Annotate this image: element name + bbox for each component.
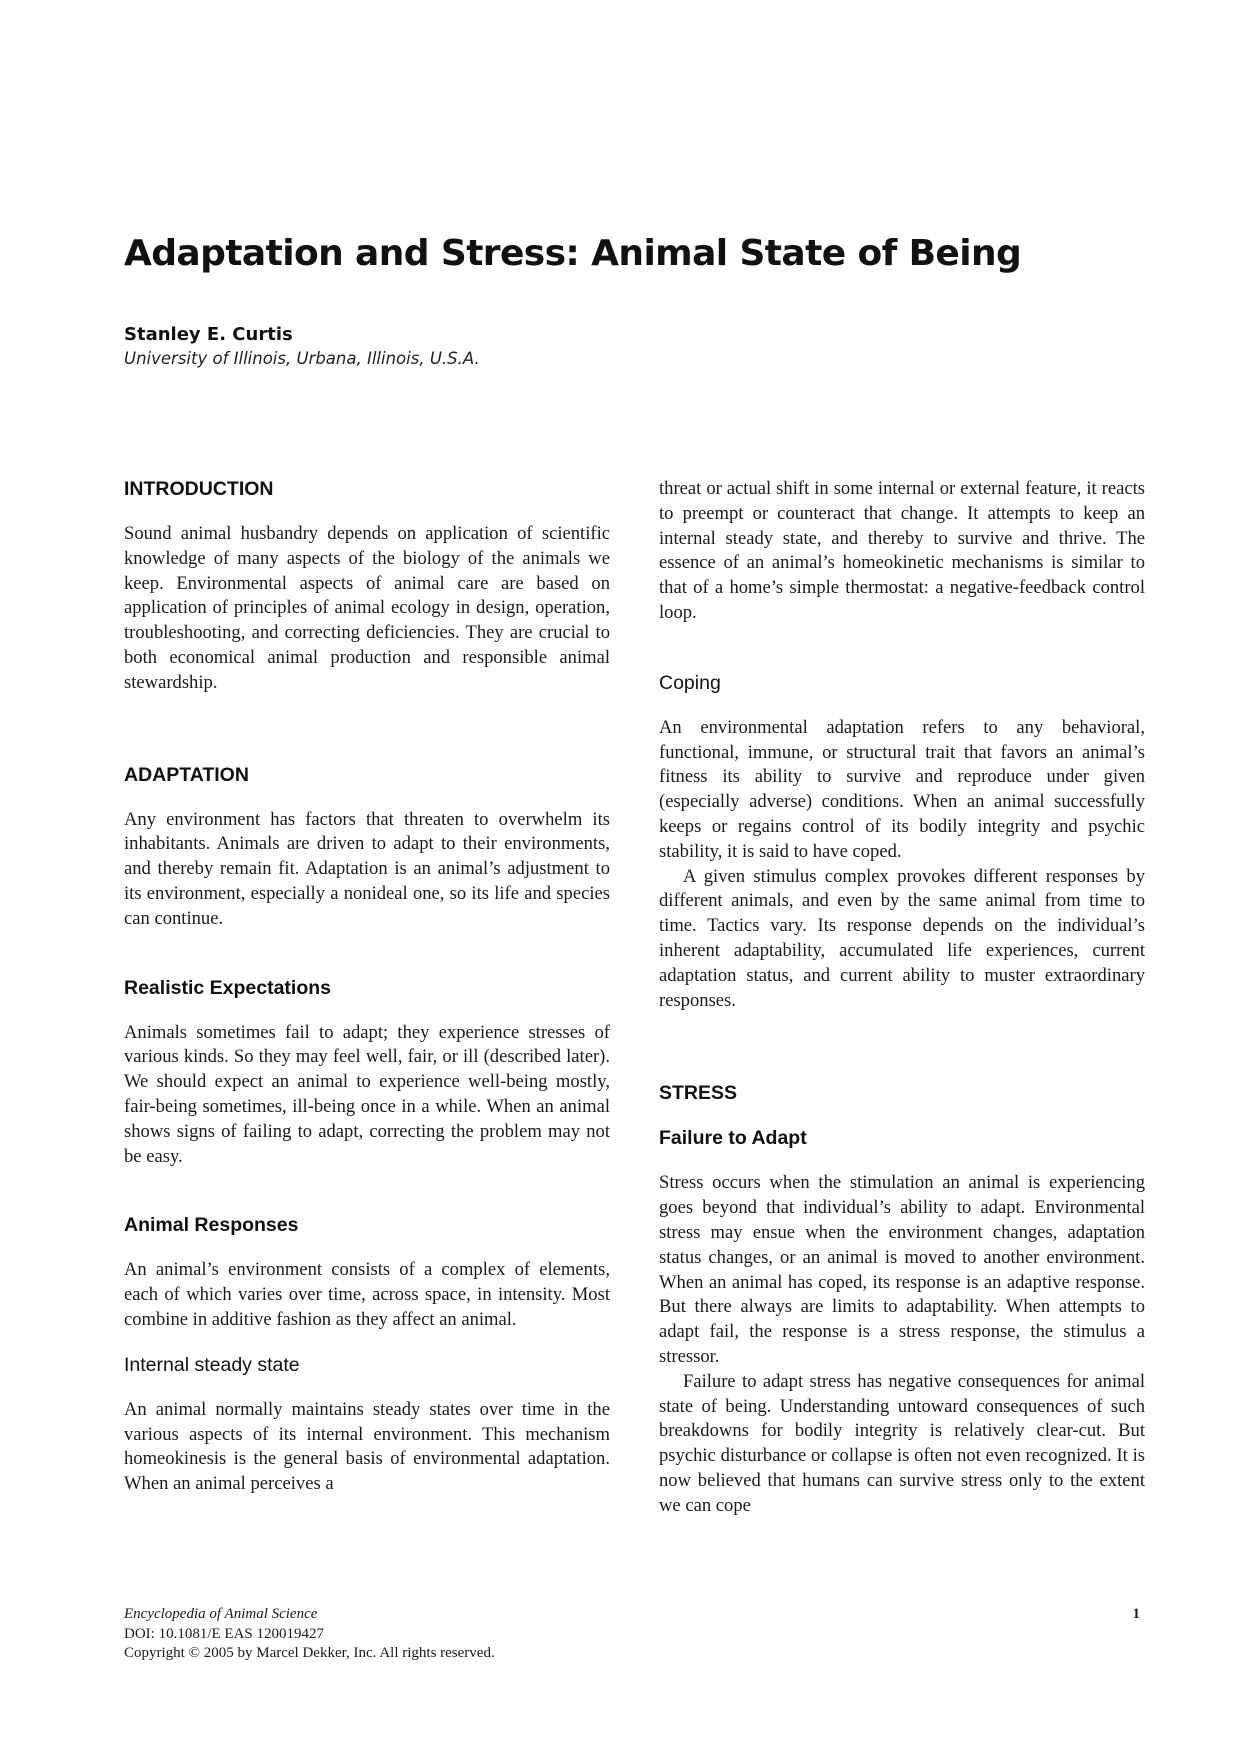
coping-paragraph-1: An environmental adaptation refers to any behavioral, functional, immune, or structural trait that favors an animal’s fitness its ability to survive and reproduce under given (especially adverse) conditions. When an animal successfully keeps or regains control of its bodily integrity and psychic stability, it is said to have coped. xyxy=(659,716,1145,862)
failure-to-adapt-paragraph-1: Stress occurs when the stimulation an animal is experiencing goes beyond that individual’s ability to adapt. Environmental stress may ensue when the environment changes, adaptation status changes, or an animal is moved to another environment. When an animal has coped, its response is an adaptive response. But there always are limits to adaptability. When attempts to adapt fail, the response is a stress response, the stimulus a stressor. xyxy=(659,1172,1145,1367)
failure-to-adapt-paragraph-2: Failure to adapt stress has negative consequences for animal state of being. Understanding untoward consequences of such breakdowns for bodily integrity is relatively clear-cut. But psychic disturbance or collapse is often not even recognized. It is now believed that humans can survive stress only to the extent we can cope xyxy=(659,1370,1145,1516)
adaptation-paragraph: Any environment has factors that threaten to overwhelm its inhabitants. Animals are driven to adapt to their environments, and thereby remain fit. Adaptation is an animal’s adjustment to its environment, especially a nonideal one, so its life and species can continue. xyxy=(124,808,610,929)
coping-paragraph-2: A given stimulus complex provokes different responses by different animals, and even by the same animal from time to time. Tactics vary. Its response depends on the individual’s inherent adaptability, accumulated life experiences, current adaptation status, and current ability to muster extraordinary responses. xyxy=(659,865,1145,1011)
article-title: Adaptation and Stress: Animal State of Being xyxy=(124,233,1022,274)
realistic-expectations-paragraph: Animals sometimes fail to adapt; they experience stresses of various kinds. So they may feel well, fair, or ill (described later). We should expect an animal to experience well-being mostly, fair-being sometimes, ill-being once in a while. When an animal shows signs of failing to adapt, correcting the problem may not be easy. xyxy=(124,1021,610,1167)
subsection-heading-animal-responses: Animal Responses xyxy=(124,1214,299,1237)
section-heading-introduction: INTRODUCTION xyxy=(124,478,274,500)
footer-copyright: Copyright © 2005 by Marcel Dekker, Inc. All rights reserved. xyxy=(124,1645,495,1661)
subsection-heading-failure-to-adapt: Failure to Adapt xyxy=(659,1127,807,1150)
animal-responses-paragraph: An animal’s environment consists of a complex of elements, each of which varies over time, across space, in intensity. Most combine in additive fashion as they affect an animal. xyxy=(124,1259,610,1330)
introduction-paragraph: Sound animal husbandry depends on application of scientific knowledge of many aspects of the biology of the animals we keep. Environmental aspects of animal care are based on application of principles of animal ecology in design, operation, troubleshooting, and correcting deficiencies. They are crucial to both economical animal production and responsible animal stewardship. xyxy=(124,523,610,693)
section-heading-adaptation: ADAPTATION xyxy=(124,763,249,786)
right-column xyxy=(659,477,1145,1519)
internal-steady-state-paragraph: An animal normally maintains steady states over time in the various aspects of its internal environment. This mechanism homeokinesis is the general basis of environmental adaptation. When an animal perceives a xyxy=(124,1398,610,1495)
subsection-heading-realistic-expectations: Realistic Expectations xyxy=(124,976,331,999)
subsubsection-heading-internal-steady-state: Internal steady state xyxy=(124,1353,300,1376)
footer-doi: DOI: 10.1081/E EAS 120019427 xyxy=(124,1625,324,1642)
page-number: 1 xyxy=(1132,1606,1140,1622)
author-name: Stanley E. Curtis xyxy=(124,324,293,345)
continuation-paragraph: threat or actual shift in some internal or external feature, it reacts to preempt or counteract that change. It attempts to keep an internal steady state, and thereby to survive and thrive. The essence of an animal’s homeokinetic mechanisms is similar to that of a home’s simple thermostat: a negative-feedback control loop. xyxy=(659,478,1145,623)
left-column xyxy=(124,477,610,1497)
section-heading-stress: STRESS xyxy=(659,1082,738,1105)
page-footer xyxy=(124,1605,495,1664)
subsubsection-heading-coping: Coping xyxy=(659,671,721,694)
footer-journal-name: Encyclopedia of Animal Science xyxy=(124,1606,318,1622)
author-affiliation: University of Illinois, Urbana, Illinois, U.S.A. xyxy=(124,349,480,368)
